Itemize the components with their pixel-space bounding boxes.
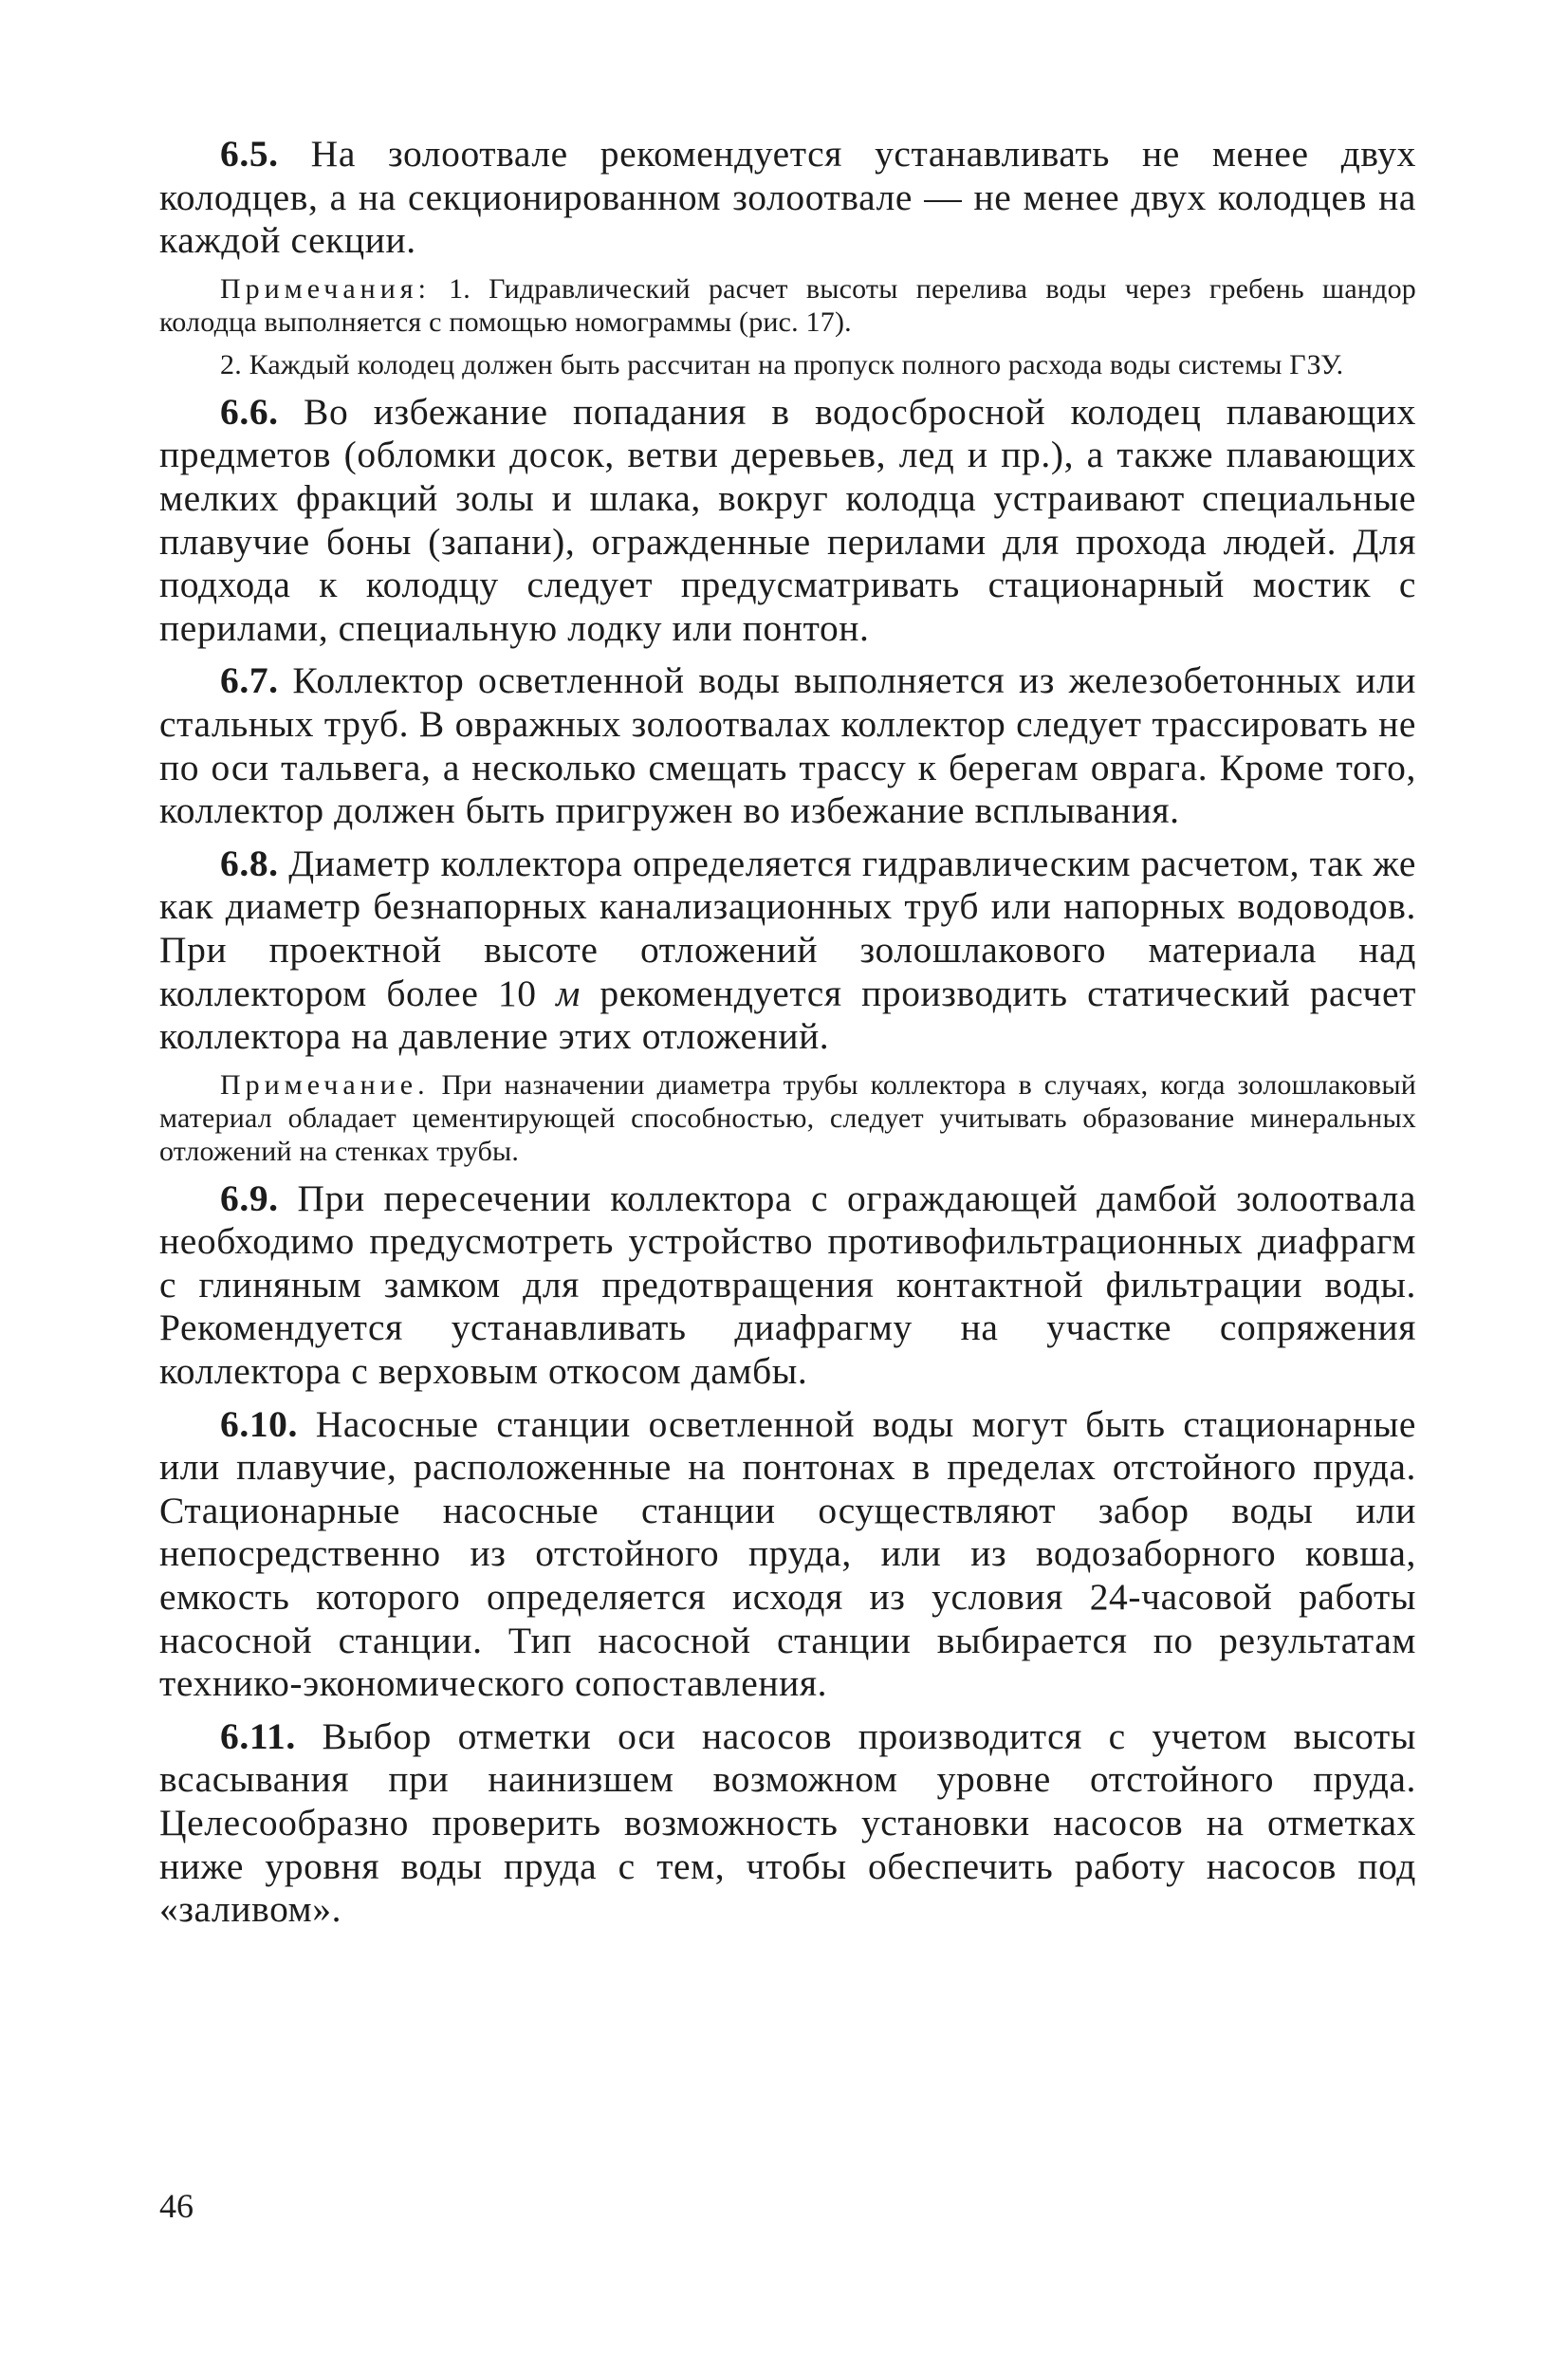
paragraph-text: Во избежание попадания в водосбросной колодец плавающих предметов (обломки досок, ветви деревьев, лед и пр.), а также плавающих мелких фракций золы и шлака, вокруг колодца устраивают специальные плавучие боны (запани), огражденные перилами для прохода людей. Для подхода к колодцу следует предусматривать стационарный мостик с перилами, специальную лодку или понтон. xyxy=(159,390,1416,649)
note-label: Примечания: xyxy=(220,272,431,305)
paragraph-6-8 xyxy=(159,843,1416,1059)
note-text: 1. Гидравлический расчет высоты перелива воды через гребень шандор колодца выполняется с помощью номограммы (рис. 17). xyxy=(159,272,1416,338)
page-body xyxy=(159,133,1416,1941)
clause-number: 6.11. xyxy=(220,1714,296,1757)
paragraph-text: Насосные станции осветленной воды могут быть стационарные или плавучие, расположенные на понтонах в пределах отстойного пруда. Стационарные насосные станции осуществляют забор воды или непосредственно из отстойного пруда, или из водозаборного ковша, емкость которого определяется исходя из условия 24-часовой работы насосной станции. Тип насосной станции выбирается по результатам технико-экономического сопоставления. xyxy=(159,1402,1416,1705)
unit-label: м xyxy=(556,972,581,1014)
paragraph-text: При пересечении коллектора с ограждающей дамбой золоотвала необходимо предусмотреть устройство противофильтрационных диафрагм с глиняным замком для предотвращения контактной фильтрации воды. Рекомендуется устанавливать диафрагму на участке сопряжения коллектора с верховым откосом дамбы. xyxy=(159,1176,1416,1393)
paragraph-6-7 xyxy=(159,659,1416,832)
clause-number: 6.8. xyxy=(220,842,279,884)
clause-number: 6.10. xyxy=(220,1402,298,1445)
note-text: 2. Каждый колодец должен быть рассчитан на пропуск полного расхода воды системы ГЗУ. xyxy=(220,348,1344,380)
paragraph-6-6 xyxy=(159,391,1416,651)
paragraph-6-5 xyxy=(159,133,1416,263)
paragraph-6-9 xyxy=(159,1177,1416,1394)
paragraph-text-tail: рекомендуется производить статический расчет коллектора на давление этих отложений. xyxy=(159,972,1416,1058)
clause-number: 6.6. xyxy=(220,390,279,433)
clause-number: 6.5. xyxy=(220,133,279,175)
page-number: 46 xyxy=(159,2187,194,2225)
clause-number: 6.7. xyxy=(220,659,279,702)
clause-number: 6.9. xyxy=(220,1176,279,1219)
note-6-8 xyxy=(159,1068,1416,1168)
paragraph-text: На золоотвале рекомендуется устанавливать не менее двух колодцев, а на секционированном золоотвале — не менее двух колодцев на каждой секции. xyxy=(159,133,1416,262)
paragraph-6-11 xyxy=(159,1715,1416,1932)
paragraph-text: Диаметр коллектора определяется гидравлическим расчетом, так же как диаметр безнапорных канализационных труб или напорных водоводов. При проектной высоте отложений золошлакового материала над коллектором более 10 xyxy=(159,842,1416,1014)
note-label: Примечание. xyxy=(220,1068,430,1101)
note-text: При назначении диаметра трубы коллектора в случаях, когда золошлаковый материал обладает цементирующей способностью, следует учитывать образование минеральных отложений на стенках трубы. xyxy=(159,1068,1416,1167)
paragraph-text: Коллектор осветленной воды выполняется из железобетонных или стальных труб. В овражных золоотвалах коллектор следует трассировать не по оси тальвега, а несколько смещать трассу к берегам оврага. Кроме того, коллектор должен быть пригружен во избежание всплывания. xyxy=(159,659,1416,832)
paragraph-6-10 xyxy=(159,1403,1416,1706)
note-1 xyxy=(159,272,1416,339)
note-2 xyxy=(159,348,1416,381)
paragraph-text: Выбор отметки оси насосов производится с учетом высоты всасывания при наинизшем возможном уровне отстойного пруда. Целесообразно проверить возможность установки насосов на отметках ниже уровня воды пруда с тем, чтобы обеспечить работу насосов под «заливом». xyxy=(159,1714,1416,1931)
